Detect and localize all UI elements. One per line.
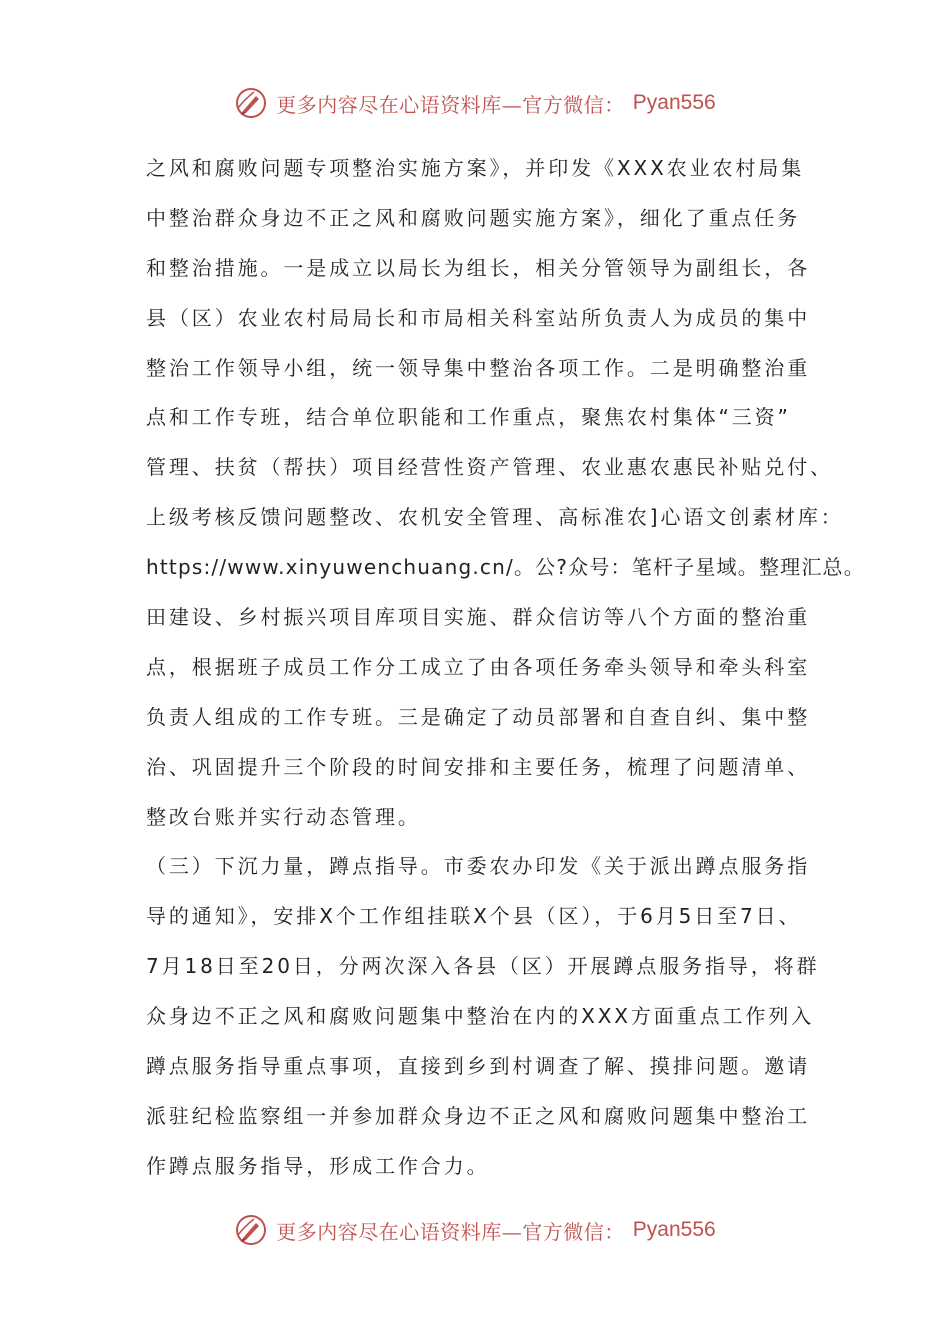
body-line: 县（区）农业农村局局长和市局相关科室站所负责人为成员的集中 [146,305,811,330]
body-line: 众身边不正之风和腐败问题集中整治在内的XXX方面重点工作列入 [146,1004,815,1029]
body-line: 导的通知》，安排X个工作组挂联X个县（区），于6月5日至7日、 [146,904,802,929]
body-line: 7月18日至20日，分两次深入各县（区）开展蹲点服务指导，将群 [146,954,820,979]
body-line: 蹲点服务指导重点事项，直接到乡到村调查了解、摸排问题。邀请 [146,1054,811,1079]
body-line-url: https://www.xinyuwenchuang.cn/。公?众号：笔杆子星域。整理汇总。 [146,555,865,580]
body-line: 作蹲点服务指导，形成工作合力。 [146,1153,490,1178]
body-line: 派驻纪检监察组一并参加群众身边不正之风和腐败问题集中整治工 [146,1103,811,1128]
banner-text: 更多内容尽在心语资料库—官方微信： [276,92,625,117]
wechat-id: Pyan556 [632,1218,716,1241]
body-line: 治、巩固提升三个阶段的时间安排和主要任务，梳理了问题清单、 [146,754,811,779]
body-line: 点，根据班子成员工作分工成立了由各项任务牵头领导和牵头科室 [146,654,811,679]
footer-banner [0,1210,950,1250]
pen-nib-logo-icon [234,1213,268,1247]
body-line: 和整治措施。一是成立以局长为组长，相关分管领导为副组长，各 [146,255,811,280]
body-line: 整改台账并实行动态管理。 [146,804,421,829]
body-line: 点和工作专班，结合单位职能和工作重点，聚焦农村集体“三资” [146,405,791,430]
banner-text: 更多内容尽在心语资料库—官方微信： [276,1219,625,1244]
pen-nib-logo-icon [234,86,268,120]
body-line: 负责人组成的工作专班。三是确定了动员部署和自查自纠、集中整 [146,704,811,729]
header-banner [0,83,950,123]
body-line: 上级考核反馈问题整改、农机安全管理、高标准农]心语文创素材库： [146,505,844,530]
body-line: 中整治群众身边不正之风和腐败问题实施方案》，细化了重点任务 [146,205,801,230]
body-line: 整治工作领导小组，统一领导集中整治各项工作。二是明确整治重 [146,355,811,380]
body-line: 管理、扶贫（帮扶）项目经营性资产管理、农业惠农惠民补贴兑付、 [146,455,833,480]
document-body [146,144,865,1192]
body-line: 之风和腐败问题专项整治实施方案》，并印发《XXX农业农村局集 [146,156,805,180]
body-line: 田建设、乡村振兴项目库项目实施、群众信访等八个方面的整治重 [146,605,811,630]
body-line: （三）下沉力量，蹲点指导。市委农办印发《关于派出蹲点服务指 [146,854,811,879]
wechat-id: Pyan556 [632,91,716,114]
